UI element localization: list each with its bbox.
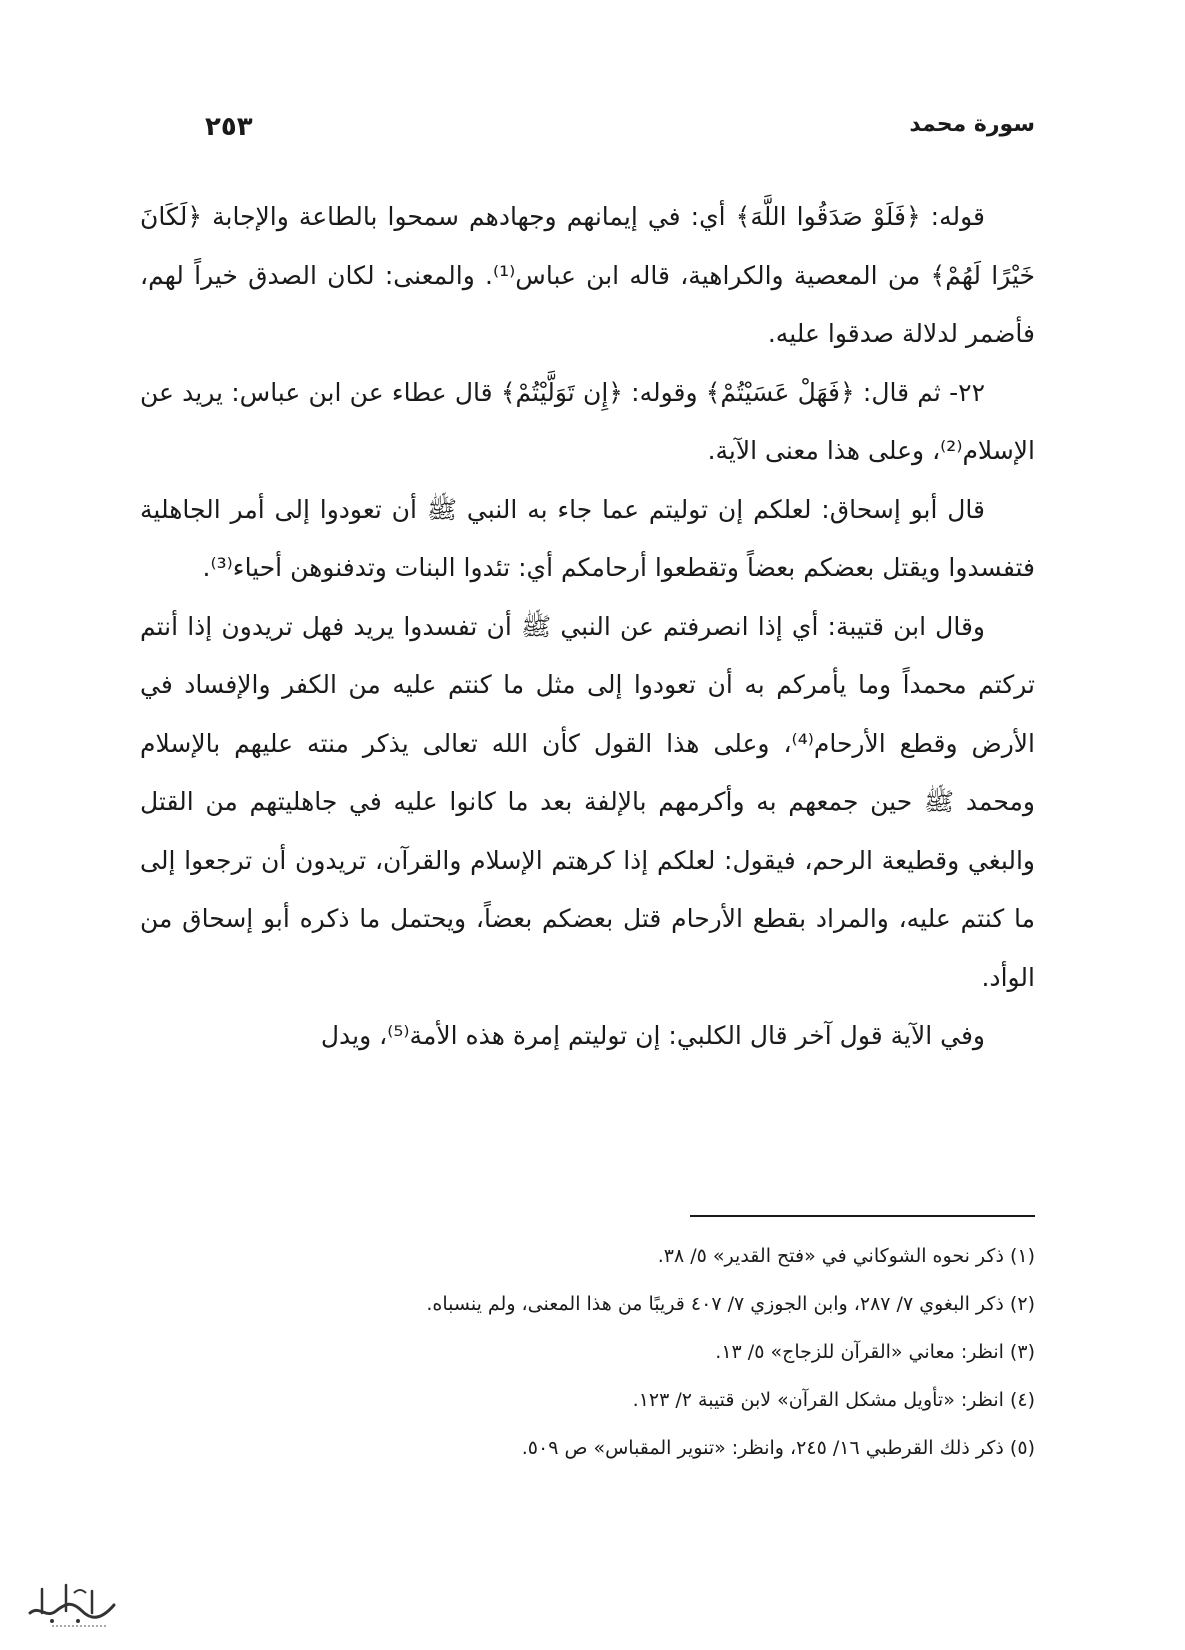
main-text (140, 188, 1035, 1066)
almostafa-logo-icon (22, 1575, 122, 1630)
footnote-3: (٣) انظر: معاني «القرآن للزجاج» ٥/ ١٣. (715, 1341, 1035, 1363)
footnote-5: (٥) ذكر ذلك القرطبي ١٦/ ٢٤٥، وانظر: «تنوير المقباس» ص ٥٠٩. (521, 1437, 1035, 1459)
paragraph-1: قوله: ﴿فَلَوْ صَدَقُوا اللَّهَ﴾ أي: في إيمانهم وجهادهم سمحوا بالطاعة والإجابة ﴿لَكَانَ خَيْرًا لَهُمْ﴾ من المعصية والكراهية، قاله ابن عباس⁽¹⁾. والمعنى: لكان الصدق خيراً لهم، فأضمر لدلالة صدقوا عليه. (140, 202, 1035, 348)
footnote-4: (٤) انظر: «تأويل مشكل القرآن» لابن قتيبة ٢/ ١٢٣. (632, 1389, 1035, 1411)
paragraph-2: ٢٢- ثم قال: ﴿فَهَلْ عَسَيْتُمْ﴾ وقوله: ﴿إِن تَوَلَّيْتُمْ﴾ قال عطاء عن ابن عباس: يريد عن الإسلام⁽²⁾، وعلى هذا معنى الآية. (140, 377, 1035, 465)
page-number: ٢٥٣ (205, 112, 253, 142)
paragraph-4: وقال ابن قتيبة: أي إذا انصرفتم عن النبي ﷺ أن تفسدوا يريد فهل تريدون إذا أنتم تركتم محمداً وما يأمركم به أن تعودوا إلى مثل ما كنتم عليه من الكفر والإفساد في الأرض وقطع الأرحام⁽⁴⁾، وعلى هذا القول كأن الله تعالى يذكر منته عليهم بالإسلام ومحمد ﷺ حين جمعهم به وأكرمهم بالإلفة بعد ما كانوا عليه في جاهليتهم من القتل والبغي وقطيعة الرحم، فيقول: لعلكم إذا كرهتم الإسلام والقرآن، تريدون أن ترجعوا إلى ما كنتم عليه، والمراد بقطع الأرحام قتل بعضكم بعضاً، ويحتمل ما ذكره أبو إسحاق من الوأد. (140, 611, 1035, 992)
page-header (205, 112, 1035, 152)
footnotes (140, 1232, 1035, 1472)
paragraph-5: وفي الآية قول آخر قال الكلبي: إن توليتم إمرة هذه الأمة⁽⁵⁾، ويدل (320, 1021, 985, 1050)
chapter-title: سورة محمد (909, 112, 1035, 137)
footnote-2: (٢) ذكر البغوي ٧/ ٢٨٧، وابن الجوزي ٧/ ٤٠٧ قريبًا من هذا المعنى، ولم ينسباه. (426, 1293, 1035, 1315)
footnote-separator (690, 1215, 1035, 1217)
footnote-1: (١) ذكر نحوه الشوكاني في «فتح القدير» ٥/ ٣٨. (657, 1245, 1035, 1267)
paragraph-3: قال أبو إسحاق: لعلكم إن توليتم عما جاء به النبي ﷺ أن تعودوا إلى أمر الجاهلية فتفسدوا ويقتل بعضكم بعضاً وتقطعوا أرحامكم أي: تئدوا البنات وتدفنوهن أحياء⁽³⁾. (140, 494, 1035, 582)
